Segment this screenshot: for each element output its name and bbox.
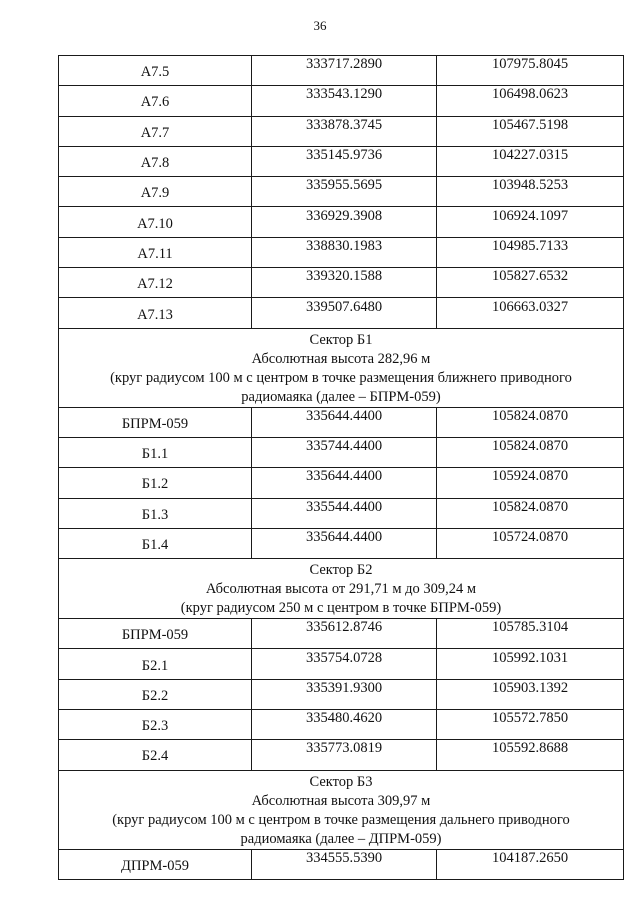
sector-description-line: (круг радиусом 100 м с центром в точке размещения дальнего приводного: [112, 811, 570, 828]
point-name-text: Б1.1: [141, 446, 169, 463]
table-row: [59, 498, 624, 528]
table-row: [59, 740, 624, 770]
x-coordinate-text: 333878.3745: [305, 116, 383, 133]
y-coordinate-text: 105785.3104: [491, 619, 569, 636]
x-coordinate-cell: [252, 298, 437, 328]
x-coordinate-cell: [252, 849, 437, 879]
y-coordinate-text: 105924.0870: [491, 468, 569, 485]
table-row: [59, 468, 624, 498]
sector-description-line: Абсолютная высота 309,97 м: [251, 792, 431, 809]
point-name-text: A7.7: [140, 124, 170, 141]
x-coordinate-cell: [252, 207, 437, 237]
y-coordinate-text: 105824.0870: [491, 407, 569, 424]
sector-title: Сектор Б3: [309, 773, 373, 790]
y-coordinate-text: 105467.5198: [491, 116, 569, 133]
y-coordinate-cell: [437, 237, 624, 267]
x-coordinate-cell: [252, 528, 437, 558]
table-row: [59, 207, 624, 237]
point-name-cell: [59, 268, 252, 298]
point-name-cell: [59, 56, 252, 86]
y-coordinate-cell: [437, 86, 624, 116]
x-coordinate-text: 338830.1983: [305, 237, 383, 254]
point-name-text: A7.10: [137, 215, 173, 232]
x-coordinate-cell: [252, 619, 437, 649]
y-coordinate-text: 104227.0315: [491, 147, 569, 164]
table-row: [59, 86, 624, 116]
point-name-text: ДПРМ-059: [121, 857, 189, 874]
sector-header-row: [59, 559, 624, 619]
page-number: 36: [313, 18, 327, 33]
sector-header-row: [59, 770, 624, 849]
point-name-cell: [59, 237, 252, 267]
y-coordinate-cell: [437, 619, 624, 649]
point-name-text: БПРМ-059: [121, 627, 189, 644]
point-name-text: A7.12: [137, 276, 173, 293]
x-coordinate-cell: [252, 268, 437, 298]
y-coordinate-cell: [437, 649, 624, 679]
x-coordinate-cell: [252, 146, 437, 176]
sector-description-line: радиомаяка (далее – ДПРМ-059): [240, 830, 442, 847]
table-row: [59, 56, 624, 86]
y-coordinate-text: 105592.8688: [491, 740, 569, 757]
x-coordinate-text: 339320.1588: [305, 268, 383, 285]
x-coordinate-text: 335773.0819: [305, 740, 383, 757]
y-coordinate-text: 104187.2650: [491, 849, 569, 866]
point-name-cell: [59, 86, 252, 116]
point-name-cell: [59, 146, 252, 176]
point-name-cell: [59, 298, 252, 328]
y-coordinate-text: 105724.0870: [491, 529, 569, 545]
table-row: [59, 849, 624, 879]
point-name-cell: [59, 849, 252, 879]
y-coordinate-text: 103948.5253: [491, 177, 569, 194]
y-coordinate-cell: [437, 679, 624, 709]
x-coordinate-cell: [252, 710, 437, 740]
sector-title: Сектор Б2: [309, 562, 373, 579]
sector-header-row: [59, 328, 624, 407]
table-row: [59, 528, 624, 558]
y-coordinate-text: 105903.1392: [491, 679, 569, 696]
y-coordinate-cell: [437, 177, 624, 207]
table-row: [59, 679, 624, 709]
point-name-cell: [59, 710, 252, 740]
x-coordinate-text: 335644.4400: [305, 468, 383, 485]
y-coordinate-text: 107975.8045: [491, 56, 569, 73]
y-coordinate-cell: [437, 710, 624, 740]
x-coordinate-cell: [252, 237, 437, 267]
table-row: [59, 298, 624, 328]
point-name-text: A7.11: [137, 245, 173, 262]
sector-description-line: радиомаяка (далее – БПРМ-059): [241, 388, 441, 405]
x-coordinate-text: 335754.0728: [305, 649, 383, 666]
y-coordinate-cell: [437, 849, 624, 879]
point-name-text: A7.5: [140, 64, 170, 81]
point-name-cell: [59, 679, 252, 709]
x-coordinate-text: 336929.3908: [305, 207, 383, 224]
x-coordinate-cell: [252, 116, 437, 146]
y-coordinate-cell: [437, 268, 624, 298]
table-row: [59, 116, 624, 146]
sector-description-line: Абсолютная высота от 291,71 м до 309,24 м: [205, 581, 477, 598]
point-name-text: Б1.4: [141, 537, 169, 553]
point-name-text: Б2.4: [141, 748, 169, 765]
point-name-cell: [59, 740, 252, 770]
point-name-cell: [59, 619, 252, 649]
y-coordinate-cell: [437, 437, 624, 467]
sector-header: [59, 328, 624, 407]
point-name-cell: [59, 528, 252, 558]
point-name-cell: [59, 207, 252, 237]
point-name-text: БПРМ-059: [121, 415, 189, 432]
x-coordinate-text: 334555.5390: [305, 849, 383, 866]
y-coordinate-cell: [437, 116, 624, 146]
coordinates-table: [58, 55, 624, 880]
x-coordinate-text: 333717.2890: [305, 56, 383, 73]
y-coordinate-text: 106924.1097: [491, 207, 569, 224]
point-name-cell: [59, 468, 252, 498]
x-coordinate-text: 335744.4400: [305, 438, 383, 455]
sector-header: [59, 770, 624, 849]
point-name-text: Б2.1: [141, 657, 169, 674]
y-coordinate-cell: [437, 740, 624, 770]
y-coordinate-text: 105992.1031: [491, 649, 569, 666]
x-coordinate-text: 335544.4400: [305, 498, 383, 515]
x-coordinate-text: 333543.1290: [305, 86, 383, 103]
y-coordinate-cell: [437, 207, 624, 237]
table-row: [59, 619, 624, 649]
y-coordinate-text: 105824.0870: [491, 498, 569, 515]
x-coordinate-cell: [252, 740, 437, 770]
y-coordinate-cell: [437, 528, 624, 558]
x-coordinate-cell: [252, 86, 437, 116]
sector-title: Сектор Б1: [309, 331, 373, 348]
x-coordinate-cell: [252, 177, 437, 207]
y-coordinate-cell: [437, 407, 624, 437]
table-row: [59, 177, 624, 207]
y-coordinate-text: 105572.7850: [491, 710, 569, 727]
y-coordinate-cell: [437, 56, 624, 86]
x-coordinate-cell: [252, 649, 437, 679]
y-coordinate-text: 104985.7133: [491, 237, 569, 254]
x-coordinate-text: 335955.5695: [305, 177, 383, 194]
y-coordinate-text: 106498.0623: [491, 86, 569, 103]
point-name-text: A7.9: [140, 185, 170, 202]
x-coordinate-text: 335145.9736: [305, 147, 383, 164]
sector-description-line: (круг радиусом 250 м с центром в точке БПРМ-059): [180, 600, 502, 617]
x-coordinate-cell: [252, 679, 437, 709]
table-row: [59, 710, 624, 740]
table-row: [59, 237, 624, 267]
x-coordinate-text: 335391.9300: [305, 679, 383, 696]
point-name-cell: [59, 116, 252, 146]
x-coordinate-text: 335644.4400: [305, 529, 383, 545]
point-name-text: A7.8: [140, 155, 170, 172]
x-coordinate-text: 335644.4400: [305, 407, 383, 424]
table-row: [59, 437, 624, 467]
y-coordinate-cell: [437, 498, 624, 528]
table-row: [59, 146, 624, 176]
sector-description-line: Абсолютная высота 282,96 м: [251, 350, 431, 367]
x-coordinate-cell: [252, 498, 437, 528]
x-coordinate-cell: [252, 468, 437, 498]
sector-description-line: (круг радиусом 100 м с центром в точке размещения ближнего приводного: [110, 369, 572, 386]
point-name-cell: [59, 177, 252, 207]
point-name-text: Б2.2: [141, 687, 169, 704]
table-row: [59, 268, 624, 298]
point-name-text: A7.6: [140, 94, 170, 111]
point-name-text: A7.13: [137, 306, 173, 323]
x-coordinate-text: 339507.6480: [305, 298, 383, 315]
x-coordinate-cell: [252, 437, 437, 467]
point-name-cell: [59, 649, 252, 679]
y-coordinate-cell: [437, 468, 624, 498]
point-name-cell: [59, 498, 252, 528]
point-name-text: Б2.3: [141, 718, 169, 735]
x-coordinate-text: 335480.4620: [305, 710, 383, 727]
y-coordinate-cell: [437, 298, 624, 328]
x-coordinate-text: 335612.8746: [305, 619, 383, 636]
point-name-cell: [59, 407, 252, 437]
point-name-text: Б1.2: [141, 476, 169, 493]
x-coordinate-cell: [252, 407, 437, 437]
y-coordinate-text: 106663.0327: [491, 298, 569, 315]
y-coordinate-cell: [437, 146, 624, 176]
point-name-cell: [59, 437, 252, 467]
x-coordinate-cell: [252, 56, 437, 86]
y-coordinate-text: 105827.6532: [491, 268, 569, 285]
point-name-text: Б1.3: [141, 506, 169, 523]
table-row: [59, 407, 624, 437]
y-coordinate-text: 105824.0870: [491, 438, 569, 455]
sector-header: [59, 559, 624, 619]
table-row: [59, 649, 624, 679]
